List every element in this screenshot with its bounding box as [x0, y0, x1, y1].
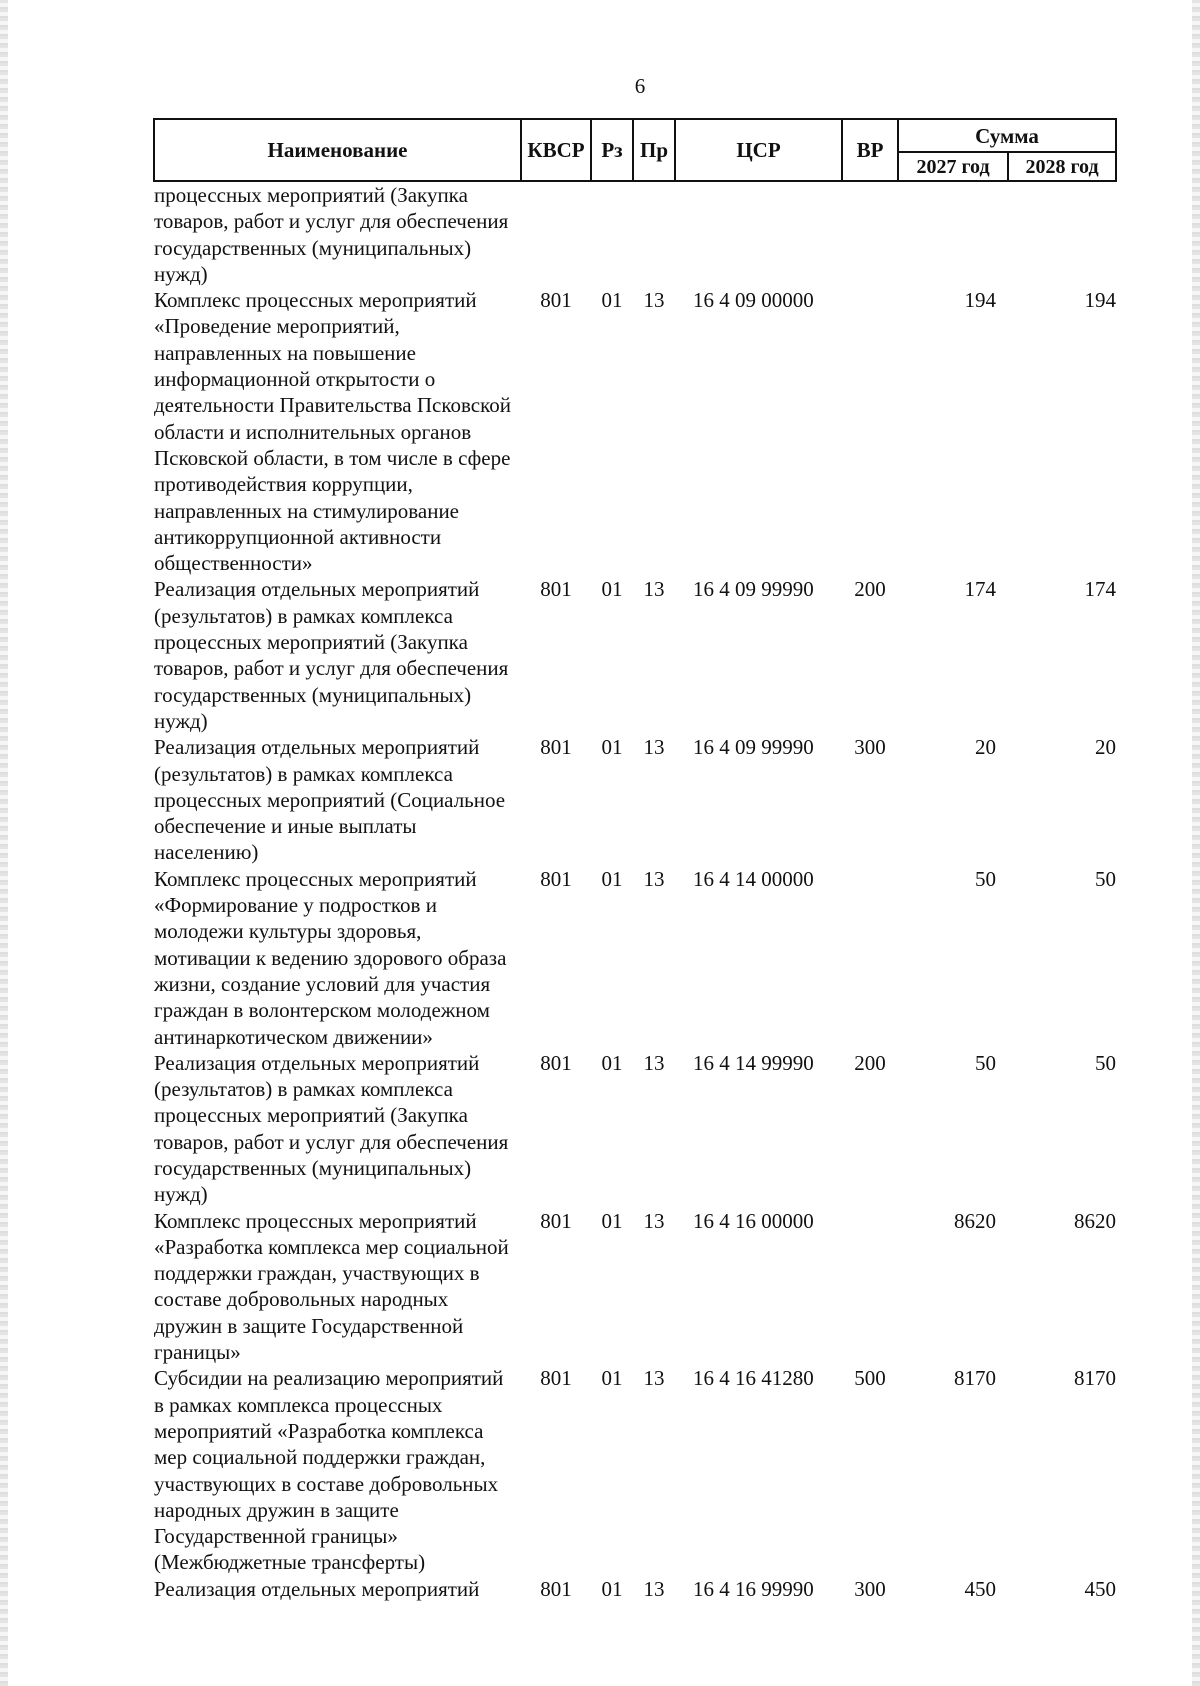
header-year-2028: 2028 год	[1008, 152, 1116, 181]
row-vr: 300	[854, 735, 886, 760]
table-row	[154, 734, 1116, 865]
row-name: Реализация отдельных мероприятий (результатов) в рамках комплекса процессных мероприятий (Закупка товаров, работ и услуг для обеспечения государственных (муниципальных) нужд)	[154, 577, 509, 733]
scan-edge-right	[1192, 0, 1200, 1686]
row-rz: 01	[601, 1208, 623, 1233]
row-vr	[842, 866, 898, 1050]
row-sum-2028: 8170	[1074, 1366, 1116, 1391]
row-pr: 13	[643, 866, 665, 891]
row-kvsr: 801	[540, 1208, 572, 1233]
table-header	[154, 119, 1116, 181]
row-name: Комплекс процессных мероприятий «Формирование у подростков и молодежи культуры здоровья, мотивации к ведению здорового образа жизни, создание условий для участия граждан в волонтерском молодежном антинаркотическом движении»	[154, 866, 507, 1049]
page-number-text: 6	[634, 74, 646, 98]
row-kvsr: 801	[540, 1050, 572, 1075]
table-row	[154, 1050, 1116, 1208]
table-row	[154, 1208, 1116, 1366]
row-name: процессных мероприятий (Закупка товаров, работ и услуг для обеспечения государственных (муниципальных) нужд)	[154, 183, 509, 286]
row-rz: 01	[601, 1366, 623, 1391]
table-body	[154, 181, 1116, 1602]
row-pr: 13	[643, 1208, 665, 1233]
row-sum-2028: 8620	[1074, 1208, 1116, 1233]
row-name: Субсидии на реализацию мероприятий в рамках комплекса процессных мероприятий «Разработка комплекса мер социальной поддержки граждан, участвующих в составе добровольных народных дружин в защите Государственной границы» (Межбюджетные трансферты)	[154, 1366, 504, 1575]
scan-edge-left	[0, 0, 8, 1686]
table-row	[154, 1576, 1116, 1602]
row-kvsr: 801	[540, 1576, 572, 1601]
table-row	[154, 287, 1116, 576]
row-csr: 16 4 16 99990	[693, 1576, 814, 1601]
row-csr: 16 4 09 99990	[693, 735, 814, 760]
row-sum-2027: 174	[964, 577, 996, 602]
row-sum-2028: 194	[1084, 288, 1116, 313]
row-sum-2027: 450	[964, 1576, 996, 1601]
row-sum-2028: 450	[1084, 1576, 1116, 1601]
row-kvsr: 801	[540, 288, 572, 313]
row-csr: 16 4 16 41280	[693, 1366, 814, 1391]
row-vr: 300	[854, 1576, 886, 1601]
table-row	[154, 1365, 1116, 1575]
row-name: Комплекс процессных мероприятий «Разработка комплекса мер социальной поддержки граждан, участвующих в составе добровольных народных дружин в защите Государственной границы»	[154, 1208, 509, 1365]
row-rz: 01	[601, 288, 623, 313]
row-name: Реализация отдельных мероприятий (результатов) в рамках комплекса процессных мероприятий (Социальное обеспечение и иные выплаты населению)	[154, 735, 506, 865]
row-kvsr	[521, 181, 591, 287]
header-year-2027: 2027 год	[898, 152, 1008, 181]
row-rz: 01	[601, 735, 623, 760]
row-name: Комплекс процессных мероприятий «Проведение мероприятий, направленных на повышение информационной открытости о деятельности Правительства Псковской области и исполнительных органов Псковской области, в том числе в сфере противодействия коррупции, направленных на стимулирование антикоррупционной активности общественности»	[154, 288, 511, 576]
row-pr: 13	[643, 577, 665, 602]
table-row	[154, 181, 1116, 287]
row-kvsr: 801	[540, 735, 572, 760]
row-csr	[675, 181, 842, 287]
row-vr	[842, 287, 898, 576]
budget-table	[153, 118, 1117, 1602]
row-rz: 01	[601, 577, 623, 602]
row-pr: 13	[643, 288, 665, 313]
row-sum-2028: 50	[1095, 1050, 1116, 1075]
row-csr: 16 4 14 00000	[693, 866, 814, 891]
header-pr: Пр	[633, 119, 675, 181]
row-vr: 200	[854, 577, 886, 602]
row-pr: 13	[643, 735, 665, 760]
page-number	[0, 74, 1200, 99]
row-vr	[842, 1208, 898, 1366]
row-sum-2028	[1008, 181, 1116, 287]
row-rz: 01	[601, 866, 623, 891]
row-csr: 16 4 09 00000	[693, 288, 814, 313]
row-sum-2027: 8170	[954, 1366, 996, 1391]
row-vr	[842, 181, 898, 287]
row-pr	[633, 181, 675, 287]
row-rz: 01	[601, 1050, 623, 1075]
row-pr: 13	[643, 1576, 665, 1601]
row-sum-2027	[898, 181, 1008, 287]
row-csr: 16 4 16 00000	[693, 1208, 814, 1233]
row-sum-2028: 174	[1084, 577, 1116, 602]
row-pr: 13	[643, 1366, 665, 1391]
header-rz: Рз	[591, 119, 633, 181]
header-kvsr: КВСР	[521, 119, 591, 181]
row-sum-2027: 194	[964, 288, 996, 313]
row-sum-2028: 20	[1095, 735, 1116, 760]
row-sum-2028: 50	[1095, 866, 1116, 891]
table-row	[154, 576, 1116, 734]
row-vr: 200	[854, 1050, 886, 1075]
table-row	[154, 866, 1116, 1050]
row-kvsr: 801	[540, 577, 572, 602]
row-name: Реализация отдельных мероприятий (результатов) в рамках комплекса процессных мероприятий (Закупка товаров, работ и услуг для обеспечения государственных (муниципальных) нужд)	[154, 1050, 509, 1207]
row-rz: 01	[601, 1576, 623, 1601]
row-sum-2027: 20	[975, 735, 996, 760]
header-sum: Сумма	[898, 119, 1116, 152]
row-csr: 16 4 14 99990	[693, 1050, 814, 1075]
row-name: Реализация отдельных мероприятий	[154, 1576, 480, 1601]
row-kvsr: 801	[540, 1366, 572, 1391]
header-csr: ЦСР	[675, 119, 842, 181]
row-sum-2027: 50	[975, 1050, 996, 1075]
header-vr: ВР	[842, 119, 898, 181]
header-name: Наименование	[154, 119, 521, 181]
row-sum-2027: 50	[975, 866, 996, 891]
row-pr: 13	[643, 1050, 665, 1075]
row-sum-2027: 8620	[954, 1208, 996, 1233]
row-rz	[591, 181, 633, 287]
row-kvsr: 801	[540, 866, 572, 891]
row-csr: 16 4 09 99990	[693, 577, 814, 602]
row-vr: 500	[854, 1366, 886, 1391]
